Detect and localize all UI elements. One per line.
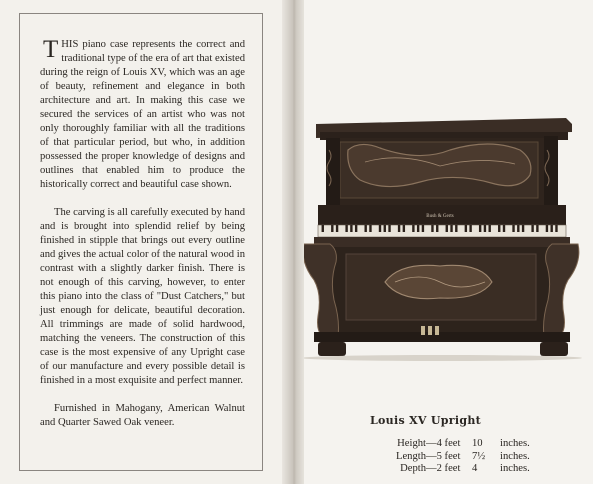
black-key [331,225,333,232]
paragraph-2: The carving is all carefully executed by hand and is brought into splendid relief by being finished in stipple that brings out every outline and gives the actual color of the natural wood in contrast with a slightly darker finish. There is not enough of this carving, however, to enter this piano into the class of "Dust Catchers," but just enough for delicate, beautiful decoration. All trimmings are made of solid hardwood, matching the veneers. The construction of this case is the most expensive of any Upright case of our manufacture and every possible detail is finished in a most exquisite and perfect manner. [40,207,245,386]
black-key [479,225,481,232]
black-key [350,225,352,232]
black-key [550,225,552,232]
black-key [455,225,457,232]
book-gutter [282,0,306,484]
dimension-row-length: Length—5 feet 7½ inches. [395,450,530,462]
black-key [465,225,467,232]
black-key [422,225,424,232]
black-key [431,225,433,232]
black-key [364,225,366,232]
description-text [40,38,245,430]
black-key [412,225,414,232]
lower-carved-panel [385,265,492,298]
dimension-row-depth: Depth—2 feet 4 inches. [400,463,530,474]
black-key [403,225,405,232]
black-key [417,225,419,232]
black-key [536,225,538,232]
right-page [304,0,593,484]
black-key [384,225,386,232]
left-foot [318,342,346,356]
drop-cap: T [43,36,59,63]
paragraph-1: THIS piano case represents the correct and traditional type of the era of art that existed during the reign of Louis XV, which was an age of beauty, refinement and elegance in both architecture and art. In making this case we secured the services of an artist who was not only thoroughly familiar with all the traditions of that particular period, but who, in addition possessed the proper knowledge of designs and outlines that enabled him to produce the historically correct and beautiful case shown. [40,36,245,190]
black-key [398,225,400,232]
black-key [488,225,490,232]
dimensions-table [356,438,530,476]
black-key [322,225,324,232]
black-key [522,225,524,232]
model-caption: Louis XV Upright [370,414,481,427]
black-key [345,225,347,232]
black-key [388,225,390,232]
black-key [379,225,381,232]
bottom-rail [314,332,570,342]
black-key [336,225,338,232]
black-key [436,225,438,232]
paragraph-3: Furnished in Mahogany, American Walnut and Quarter Sawed Oak veneer. [40,403,245,428]
black-key [446,225,448,232]
black-key [503,225,505,232]
black-key [369,225,371,232]
black-key [555,225,557,232]
dimension-row-height: Height—4 feet 10 inches. [397,438,530,449]
black-key [517,225,519,232]
black-key [498,225,500,232]
key-slip [314,237,570,247]
black-key [484,225,486,232]
left-page [0,0,296,484]
black-key [531,225,533,232]
nameboard-text: Bush & Gerts [426,214,454,219]
piano-illustration [304,0,593,484]
black-key [450,225,452,232]
black-key [546,225,548,232]
pedals [421,326,439,335]
black-key [512,225,514,232]
right-foot [540,342,568,356]
black-key [469,225,471,232]
black-key [355,225,357,232]
